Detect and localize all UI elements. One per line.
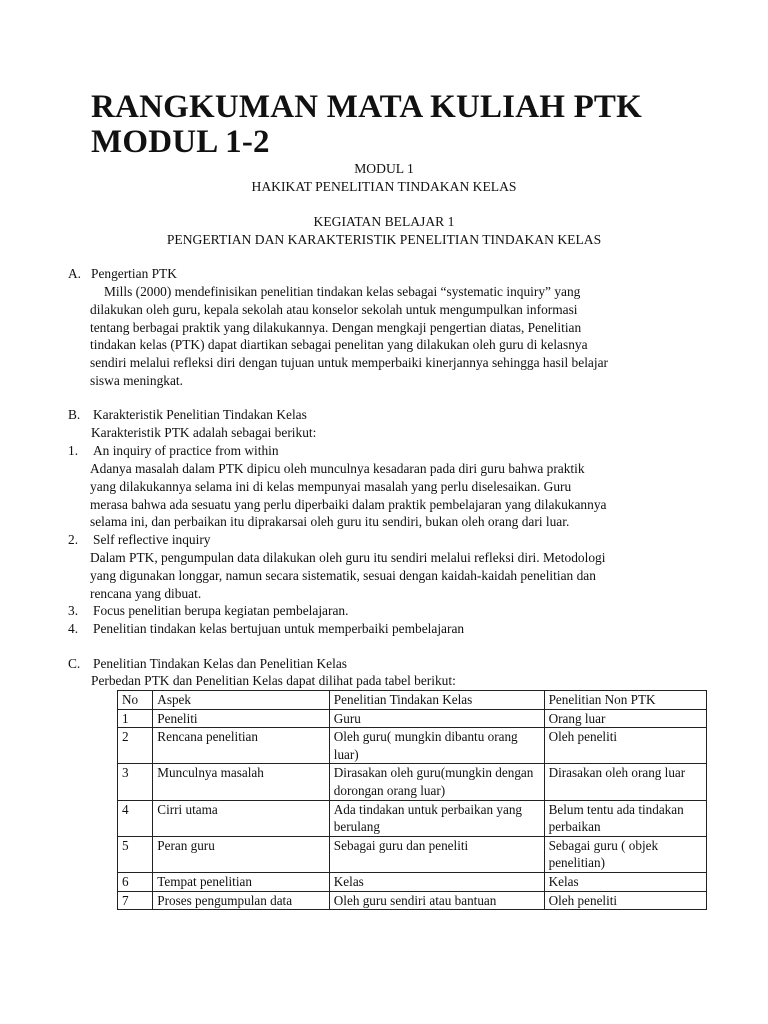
paragraph-line: dilakukan oleh guru, kepala sekolah atau konselor sekolah untuk mengumpulkan informasi [90, 301, 578, 317]
table-cell: 4 [118, 800, 153, 836]
table-cell: Rencana penelitian [153, 728, 329, 764]
list-number: 1. [68, 443, 79, 458]
paragraph-line: yang digunakan longgar, namun secara sistematik, sesuai dengan kaidah-kaidah penelitian dan [90, 567, 596, 583]
section-b-heading: Karakteristik Penelitian Tindakan Kelas [93, 407, 307, 422]
table-cell: Oleh peneliti [544, 728, 706, 764]
section-c-intro: Perbedan PTK dan Penelitian Kelas dapat dilihat pada tabel berikut: [91, 673, 456, 688]
section-b-intro: Karakteristik PTK adalah sebagai berikut: [91, 425, 317, 440]
table-cell: 7 [118, 891, 153, 910]
table-header-row [118, 691, 707, 710]
table-cell: Orang luar [544, 709, 706, 728]
section-a-heading: Pengertian PTK [91, 266, 177, 281]
title-line-2: MODUL 1-2 [91, 124, 270, 160]
table-row [118, 836, 707, 872]
table-cell: Dirasakan oleh orang luar [544, 764, 706, 800]
comparison-table [117, 690, 707, 910]
module-name: HAKIKAT PENELITIAN TINDAKAN KELAS [251, 179, 517, 194]
table-cell: Ada tindakan untuk perbaikan yang berulang [329, 800, 544, 836]
list-item-body [90, 549, 690, 602]
table-cell: Oleh guru( mungkin dibantu orang luar) [329, 728, 544, 764]
paragraph-line: tindakan kelas (PTK) dapat diartikan sebagai penelitan yang dilakukan oleh guru di kelasnya [90, 337, 588, 353]
paragraph-line: yang dilakukannya selama ini di kelas mempunyai masalah yang perlu diselesaikan. Guru [90, 478, 572, 494]
column-header: Penelitian Tindakan Kelas [329, 691, 544, 710]
list-item-body [90, 460, 690, 531]
paragraph-line: rencana yang dibuat. [90, 585, 202, 601]
table-cell: 3 [118, 764, 153, 800]
section-c-heading: Penelitian Tindakan Kelas dan Penelitian Kelas [93, 656, 348, 671]
table-cell: Sebagai guru dan peneliti [329, 836, 544, 872]
table-row [118, 800, 707, 836]
table-cell: Guru [329, 709, 544, 728]
section-b-marker: B. [68, 407, 81, 422]
paragraph-line: selama ini, dan perbaikan itu diprakarsai oleh guru itu sendiri, bukan oleh orang dari luar. [90, 514, 570, 530]
table-cell: Kelas [329, 872, 544, 891]
section-a-paragraph [90, 283, 690, 390]
paragraph-line: tentang berbagai praktik yang dilakukannya. Dengan mengkaji pengertian diatas, Penelitian [90, 319, 582, 335]
list-item-title: Focus penelitian berupa kegiatan pembelajaran. [93, 603, 349, 618]
table-cell: Cirri utama [153, 800, 329, 836]
paragraph-line: Mills (2000) mendefinisikan penelitian tindakan kelas sebagai “systematic inquiry” yang [104, 284, 581, 299]
list-item-title: Self reflective inquiry [93, 532, 211, 547]
table-row [118, 728, 707, 764]
table-cell: Dirasakan oleh guru(mungkin dengan dorongan orang luar) [329, 764, 544, 800]
list-number: 3. [68, 603, 79, 618]
table-cell: Belum tentu ada tindakan perbaikan [544, 800, 706, 836]
table-cell: Munculnya masalah [153, 764, 329, 800]
column-header: Aspek [153, 691, 329, 710]
table-row [118, 891, 707, 910]
table-cell: Peran guru [153, 836, 329, 872]
list-item-title: Penelitian tindakan kelas bertujuan untuk memperbaiki pembelajaran [93, 621, 465, 636]
table-cell: Oleh guru sendiri atau bantuan [329, 891, 544, 910]
table-row [118, 709, 707, 728]
document-title [91, 90, 642, 160]
table-cell: 2 [118, 728, 153, 764]
table-cell: Tempat penelitian [153, 872, 329, 891]
activity-label: KEGIATAN BELAJAR 1 [313, 214, 455, 229]
paragraph-line: sendiri melalui refleksi diri dengan tujuan untuk memperbaiki kinerjannya sehingga hasil belajar [90, 355, 608, 371]
table-row [118, 764, 707, 800]
paragraph-line: Dalam PTK, pengumpulan data dilakukan oleh guru itu sendiri melalui refleksi diri. Metodologi [90, 550, 606, 565]
title-line-1: RANGKUMAN MATA KULIAH PTK [91, 89, 643, 125]
section-a-marker: A. [68, 266, 82, 281]
table-cell: Proses pengumpulan data [153, 891, 329, 910]
activity-name: PENGERTIAN DAN KARAKTERISTIK PENELITIAN TINDAKAN KELAS [166, 232, 602, 247]
column-header: Penelitian Non PTK [544, 691, 706, 710]
table-cell: 5 [118, 836, 153, 872]
table-cell: Sebagai guru ( objek penelitian) [544, 836, 706, 872]
table-cell: Oleh peneliti [544, 891, 706, 910]
table-row [118, 872, 707, 891]
section-c-marker: C. [68, 656, 81, 671]
paragraph-line: Adanya masalah dalam PTK dipicu oleh munculnya kesadaran pada diri guru bahwa praktik [90, 461, 585, 476]
table-cell: 6 [118, 872, 153, 891]
list-number: 4. [68, 621, 79, 636]
list-item-title: An inquiry of practice from within [93, 443, 279, 458]
column-header: No [118, 691, 153, 710]
table-cell: 1 [118, 709, 153, 728]
list-number: 2. [68, 532, 79, 547]
module-label: MODUL 1 [354, 161, 414, 176]
paragraph-line: siswa meningkat. [90, 372, 183, 388]
table-cell: Kelas [544, 872, 706, 891]
paragraph-line: merasa bahwa ada sesuatu yang perlu diperbaiki dalam praktik pembelajaran yang dilakukannya [90, 496, 607, 512]
table-cell: Peneliti [153, 709, 329, 728]
